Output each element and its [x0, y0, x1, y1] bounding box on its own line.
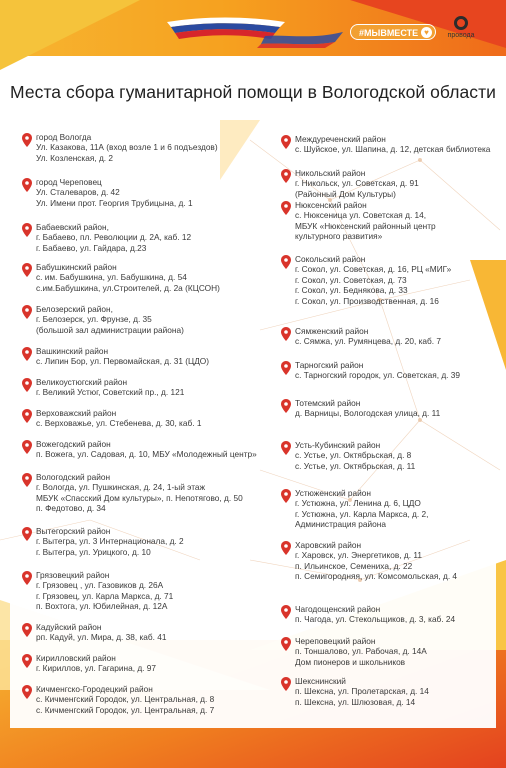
- location-text: [295, 488, 428, 530]
- district-name: Тотемский район: [295, 398, 361, 408]
- address-line: г. Сокол, ул. Производственная, д. 16: [295, 295, 439, 306]
- location-text: [295, 200, 436, 242]
- location-text: [36, 377, 184, 398]
- district-name: Усть-Кубинский район: [295, 440, 381, 450]
- address-line: п. Семигородняя, ул. Комсомольская, д. 4: [295, 571, 458, 582]
- address-line: с. Шуйское, ул. Шапина, д. 12, детская библиотека: [295, 144, 491, 155]
- district-name: Бабаевский район,: [36, 222, 109, 232]
- district-name: Никольский район: [295, 168, 366, 178]
- district-name: Шекснинский: [295, 676, 346, 686]
- logo-ring-icon: [454, 16, 468, 30]
- district-name: город Вологда: [36, 132, 92, 142]
- address-line: г. Сокол, ул. Беднякова, д. 33: [295, 285, 408, 296]
- address-line: г. Устюжна, ул. Ленина д. 6, ЦДО: [295, 498, 421, 509]
- provoda-logo: [446, 16, 476, 46]
- address-line: Дом пионеров и школьников: [295, 656, 406, 667]
- address-line: д. Варницы, Вологодская улица, д. 11: [295, 408, 441, 419]
- district-name: Бабушкинский район: [36, 262, 117, 272]
- map-pin-icon: [281, 637, 291, 651]
- map-pin-icon: [22, 305, 32, 319]
- map-pin-icon: [22, 623, 32, 637]
- heart-icon: ♥: [421, 27, 432, 38]
- address-line: (большой зал администрации района): [36, 324, 184, 335]
- district-name: Кадуйский район: [36, 622, 102, 632]
- address-line: Ул. Сталеваров, д. 42: [36, 187, 120, 198]
- address-line: г. Белозерск, ул. Фрунзе, д. 35: [36, 314, 152, 325]
- map-pin-icon: [22, 178, 32, 192]
- location-text: [36, 408, 201, 429]
- address-line: г. Вытегра, ул. Урицкого, д. 10: [36, 546, 151, 557]
- address-line: с.им.Бабушкина, ул.Строителей, д. 2а (КЦСОН): [36, 282, 220, 293]
- map-pin-icon: [22, 347, 32, 361]
- address-line: с. Сямжа, ул. Румянцева, д. 20, каб. 7: [295, 336, 442, 347]
- address-line: п. Шексна, ул. Шлюзовая, д. 14: [295, 696, 416, 707]
- district-name: Сокольский район: [295, 254, 366, 264]
- location-text: [295, 360, 460, 381]
- map-pin-icon: [22, 133, 32, 147]
- address-line: п. Вожега, ул. Садовая, д. 10, МБУ «Молодежный центр»: [36, 449, 257, 460]
- map-pin-icon: [281, 489, 291, 503]
- map-pin-icon: [22, 440, 32, 454]
- map-pin-icon: [281, 677, 291, 691]
- address-line: г. Бабаево, ул. Гайдара, д.23: [36, 242, 147, 253]
- map-pin-icon: [22, 378, 32, 392]
- location-text: [36, 653, 156, 674]
- map-pin-icon: [281, 399, 291, 413]
- address-line: (Районный Дом Культуры): [295, 188, 396, 199]
- map-pin-icon: [22, 263, 32, 277]
- location-text: [295, 134, 490, 155]
- location-text: [36, 684, 214, 715]
- district-name: город Череповец: [36, 177, 102, 187]
- map-pin-icon: [281, 361, 291, 375]
- flag-ribbon-logo: [165, 14, 345, 48]
- district-name: Вашкинский район: [36, 346, 109, 356]
- district-name: Харовский район: [295, 540, 362, 550]
- address-line: с. Устье, ул. Октябрьская, д. 11: [295, 460, 416, 471]
- map-pin-icon: [22, 409, 32, 423]
- address-line: г. Никольск, ул. Советская, д. 91: [295, 178, 419, 189]
- address-line: г. Вытегра, ул. 3 Интернационала, д. 2: [36, 536, 184, 547]
- district-name: Грязовецкий район: [36, 570, 110, 580]
- address-line: с. Кичменгский Городок, ул. Центральная, д. 8: [36, 694, 215, 705]
- district-name: Великоустюгский район: [36, 377, 128, 387]
- address-line: г. Великий Устюг, Советский пр., д. 121: [36, 387, 185, 398]
- location-text: [36, 346, 209, 367]
- address-line: п. Тоншалово, ул. Рабочая, д. 14А: [295, 646, 427, 657]
- map-pin-icon: [281, 541, 291, 555]
- map-pin-icon: [22, 223, 32, 237]
- location-text: [36, 570, 173, 612]
- district-name: Вологодский район: [36, 472, 111, 482]
- map-pin-icon: [281, 327, 291, 341]
- map-pin-icon: [281, 169, 291, 183]
- map-pin-icon: [281, 201, 291, 215]
- location-text: [295, 604, 455, 625]
- map-pin-icon: [281, 135, 291, 149]
- address-line: п. Чагода, ул. Стекольщиков, д. 3, каб. 24: [295, 614, 456, 625]
- location-text: [36, 262, 220, 293]
- address-line: культурного развития»: [295, 231, 383, 242]
- address-line: с. им. Бабушкина, ул. Бабушкина, д. 54: [36, 272, 187, 283]
- address-line: г. Грязовец , ул. Газовиков д. 26А: [36, 580, 164, 591]
- page-title: Места сбора гуманитарной помощи в Вологодской области: [10, 82, 496, 102]
- address-line: г. Бабаево, пл. Революции д. 2А, каб. 12: [36, 232, 192, 243]
- address-line: Ул. Козленская, д. 2: [36, 152, 114, 163]
- district-name: Белозерский район,: [36, 304, 113, 314]
- address-line: г. Вологда, ул. Пушкинская, д. 24, 1-ый этаж: [36, 482, 206, 493]
- address-line: МБУК «Спасский Дом культуры», п. Непотягово, д. 50: [36, 492, 243, 503]
- district-name: Кичменгско-Городецкий район: [36, 684, 153, 694]
- location-text: [295, 326, 441, 347]
- district-name: Тарногский район: [295, 360, 364, 370]
- address-line: п. Федотово, д. 34: [36, 503, 106, 514]
- map-pin-icon: [22, 685, 32, 699]
- district-name: Вожегодский район: [36, 439, 111, 449]
- address-line: Ул. Казакова, 11А (вход возле 1 и 6 подъездов): [36, 142, 218, 153]
- address-line: г. Харовск, ул. Энергетиков, д. 11: [295, 550, 422, 561]
- location-text: [36, 222, 191, 253]
- location-text: [295, 398, 440, 419]
- map-pin-icon: [281, 255, 291, 269]
- district-name: Верховажский район: [36, 408, 117, 418]
- location-text: [295, 440, 415, 471]
- address-line: с. Липин Бор, ул. Первомайская, д. 31 (ЦДО): [36, 356, 210, 367]
- hashtag-text: #МЫВМЕСТЕ: [359, 28, 419, 38]
- address-line: г. Сокол, ул. Советская, д. 73: [295, 274, 407, 285]
- district-name: Устюженский район: [295, 488, 371, 498]
- address-line: рп. Кадуй, ул. Мира, д. 38, каб. 41: [36, 632, 167, 643]
- map-pin-icon: [22, 654, 32, 668]
- address-line: п. Ильинское, Семениха, д. 22: [295, 560, 413, 571]
- address-line: с. Тарногский городок, ул. Советская, д. 39: [295, 370, 461, 381]
- district-name: Чагодощенский район: [295, 604, 381, 614]
- address-line: п. Вохтога, ул. Юбилейная, д. 12А: [36, 601, 168, 612]
- location-text: [36, 304, 184, 335]
- location-text: [36, 132, 218, 163]
- address-line: с. Верховажье, ул. Стебенева, д. 30, каб. 1: [36, 418, 202, 429]
- address-line: г. Грязовец, ул. Карла Маркса, д. 71: [36, 590, 174, 601]
- address-line: г. Кириллов, ул. Гагарина, д. 97: [36, 663, 157, 674]
- map-pin-icon: [22, 571, 32, 585]
- district-name: Нюксенский район: [295, 200, 367, 210]
- address-line: п. Шексна, ул. Пролетарская, д. 14: [295, 686, 429, 697]
- district-name: Вытегорский район: [36, 526, 111, 536]
- location-text: [36, 526, 184, 557]
- district-name: Сямженский район: [295, 326, 369, 336]
- address-line: с. Кичменгский Городок, ул. Центральная, д. 7: [36, 704, 215, 715]
- location-text: [295, 168, 419, 199]
- location-text: [36, 622, 167, 643]
- logo-text: провода: [447, 32, 475, 39]
- district-name: Междуреченский район: [295, 134, 386, 144]
- location-text: [36, 472, 243, 514]
- map-pin-icon: [281, 441, 291, 455]
- map-pin-icon: [22, 473, 32, 487]
- address-line: г. Устюжна, ул. Карла Маркса, д. 2,: [295, 508, 429, 519]
- address-line: с. Устье, ул. Октябрьская, д. 8: [295, 450, 412, 461]
- address-line: Ул. Имени прот. Георгия Трубицына, д. 1: [36, 197, 193, 208]
- address-line: Администрация района: [295, 519, 386, 530]
- map-pin-icon: [281, 605, 291, 619]
- address-line: с. Нюксеница ул. Советская д. 14,: [295, 210, 427, 221]
- address-line: МБУК «Нюксенский районный центр: [295, 220, 436, 231]
- district-name: Кирилловский район: [36, 653, 116, 663]
- map-pin-icon: [22, 527, 32, 541]
- location-text: [295, 540, 457, 582]
- location-text: [36, 439, 257, 460]
- address-line: г. Сокол, ул. Советская, д. 16, РЦ «МИГ»: [295, 264, 452, 275]
- district-name: Череповецкий район: [295, 636, 376, 646]
- location-text: [295, 676, 429, 707]
- location-text: [295, 636, 427, 667]
- location-text: [295, 254, 451, 306]
- location-text: [36, 177, 193, 208]
- hashtag-badge: [350, 24, 436, 40]
